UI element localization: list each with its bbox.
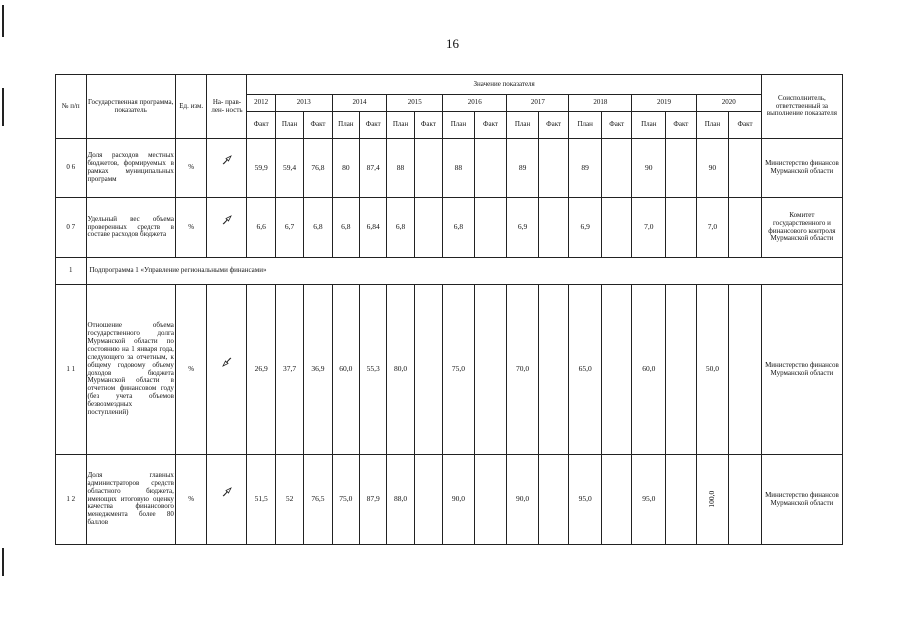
value-cell: 6,8 [332,198,359,258]
subheader-cell: Факт [414,112,442,139]
indicator-table [55,74,843,545]
value-cell: 75,0 [443,285,475,455]
value-cell [538,198,569,258]
year-cell: 2015 [387,95,443,112]
value-cell: 7,0 [696,198,729,258]
subheader-cell: План [387,112,414,139]
row-num: 0 6 [56,139,87,198]
year-cell: 2017 [507,95,569,112]
year-cell: 2016 [443,95,507,112]
value-cell: 52 [275,455,303,545]
value-cell: 89 [569,139,602,198]
value-cell: 59,4 [275,139,303,198]
value-cell [729,198,762,258]
arrow-up-right-icon [208,154,245,166]
value-cell [729,455,762,545]
value-cell [601,285,632,455]
value-cell: 80 [332,139,359,198]
value-cell: 75,0 [332,455,359,545]
header-values: Значение показателя [247,75,761,95]
value-cell: 6,9 [507,198,539,258]
value-cell: 6,7 [275,198,303,258]
value-cell: 70,0 [507,285,539,455]
section-title: Подпрограмма 1 «Управление региональными финансами» [86,258,843,285]
value-cell: 90 [696,139,729,198]
value-cell: 6,8 [443,198,475,258]
subheader-cell: Факт [360,112,387,139]
direction-cell [207,198,247,258]
value-cell [538,455,569,545]
subheader-cell: Факт [538,112,569,139]
year-cell: 2018 [569,95,632,112]
row-num: 0 7 [56,198,87,258]
subheader-cell: План [275,112,303,139]
unit-cell: % [175,198,207,258]
value-cell: 80,0 [387,285,414,455]
value-cell: 6,9 [569,198,602,258]
unit-cell: % [175,285,207,455]
value-cell [474,139,507,198]
value-cell: 6,8 [304,198,332,258]
subheader-cell: Факт [601,112,632,139]
indicator-name: Доля главных администраторов средств областного бюджета, имеющих итоговую оценку качества финансового менеджмента более 80 баллов [86,455,175,545]
left-edge-mark [2,548,4,576]
unit-cell: % [175,455,207,545]
subheader-cell: Факт [666,112,697,139]
value-cell: 60,0 [332,285,359,455]
row-num: 1 2 [56,455,87,545]
direction-cell [207,139,247,198]
left-edge-mark [2,88,4,126]
indicator-name: Удельный вес объема проверенных средств в составе расходов бюджета [86,198,175,258]
value-cell [601,139,632,198]
value-cell: 65,0 [569,285,602,455]
subheader-cell: План [443,112,475,139]
value-cell [696,455,729,545]
executor-cell: Министерство финансов Мурманской области [761,455,842,545]
value-cell: 87,4 [360,139,387,198]
subheader-cell: Факт [304,112,332,139]
value-cell: 95,0 [632,455,666,545]
row-num: 1 1 [56,285,87,455]
value-cell [538,139,569,198]
value-cell [666,285,697,455]
value-cell [474,285,507,455]
year-cell: 2014 [332,95,387,112]
value-cell [414,198,442,258]
value-cell [601,198,632,258]
value-text: 100,0 [707,491,717,508]
value-cell: 76,8 [304,139,332,198]
value-cell: 6,8 [387,198,414,258]
value-cell: 26,9 [247,285,275,455]
value-cell [729,285,762,455]
header-direction: На- прав- лен- ность [207,75,247,139]
subheader-cell: План [632,112,666,139]
header-program: Государственная программа, показатель [86,75,175,139]
arrow-up-right-icon [208,214,245,226]
subheader-cell: План [507,112,539,139]
left-edge-mark [2,5,4,37]
year-cell: 2012 [247,95,275,112]
subheader-cell: План [332,112,359,139]
subheader-cell: Факт [247,112,275,139]
value-cell [601,455,632,545]
value-cell: 6,84 [360,198,387,258]
section-num: 1 [56,258,87,285]
value-cell [666,139,697,198]
value-cell [414,285,442,455]
value-cell [538,285,569,455]
table-row [56,198,843,258]
direction-cell [207,285,247,455]
value-cell: 55,3 [360,285,387,455]
value-cell [414,139,442,198]
value-cell: 36,9 [304,285,332,455]
arrow-up-right-icon [208,486,245,498]
value-cell: 89 [507,139,539,198]
subheader-cell: План [696,112,729,139]
subheader-cell: План [569,112,602,139]
value-cell: 37,7 [275,285,303,455]
arrow-down-left-icon [208,356,245,368]
executor-cell: Министерство финансов Мурманской области [761,139,842,198]
value-cell [474,455,507,545]
executor-cell: Комитет государственного и финансового контроля Мурманской области [761,198,842,258]
value-cell: 88 [443,139,475,198]
unit-cell: % [175,139,207,198]
value-cell: 7,0 [632,198,666,258]
value-cell: 95,0 [569,455,602,545]
value-cell: 6,6 [247,198,275,258]
indicator-name: Доля расходов местных бюджетов, формируемых в рамках муниципальных программ [86,139,175,198]
header-num: № п/п [56,75,87,139]
value-cell: 59,9 [247,139,275,198]
value-cell: 76,5 [304,455,332,545]
value-cell: 60,0 [632,285,666,455]
page-number: 16 [446,36,459,51]
header-unit: Ед. изм. [175,75,207,139]
value-cell: 51,5 [247,455,275,545]
value-cell [474,198,507,258]
value-cell: 90 [632,139,666,198]
value-cell [666,198,697,258]
year-cell: 2020 [696,95,761,112]
table-row [56,285,843,455]
header-executor: Соисполнитель, ответственный за выполнение показателя [761,75,842,139]
subheader-cell: Факт [729,112,762,139]
table-row [56,139,843,198]
value-cell: 88 [387,139,414,198]
value-cell [666,455,697,545]
value-cell [414,455,442,545]
executor-cell: Министерство финансов Мурманской области [761,285,842,455]
direction-cell [207,455,247,545]
value-cell: 50,0 [696,285,729,455]
table-row [56,455,843,545]
subheader-cell: Факт [474,112,507,139]
value-cell [729,139,762,198]
value-cell: 90,0 [507,455,539,545]
indicator-name: Отношение объема государственного долга Мурманской области по состоянию на 1 января года, следующего за отчетным, к общему годовому объему доходов бюджета Мурманской области в отчетном финансовом году (без учета объемов безвозмездных поступлений) [86,285,175,455]
value-cell: 90,0 [443,455,475,545]
value-cell: 87,9 [360,455,387,545]
year-cell: 2013 [275,95,332,112]
year-cell: 2019 [632,95,696,112]
value-cell: 88,0 [387,455,414,545]
